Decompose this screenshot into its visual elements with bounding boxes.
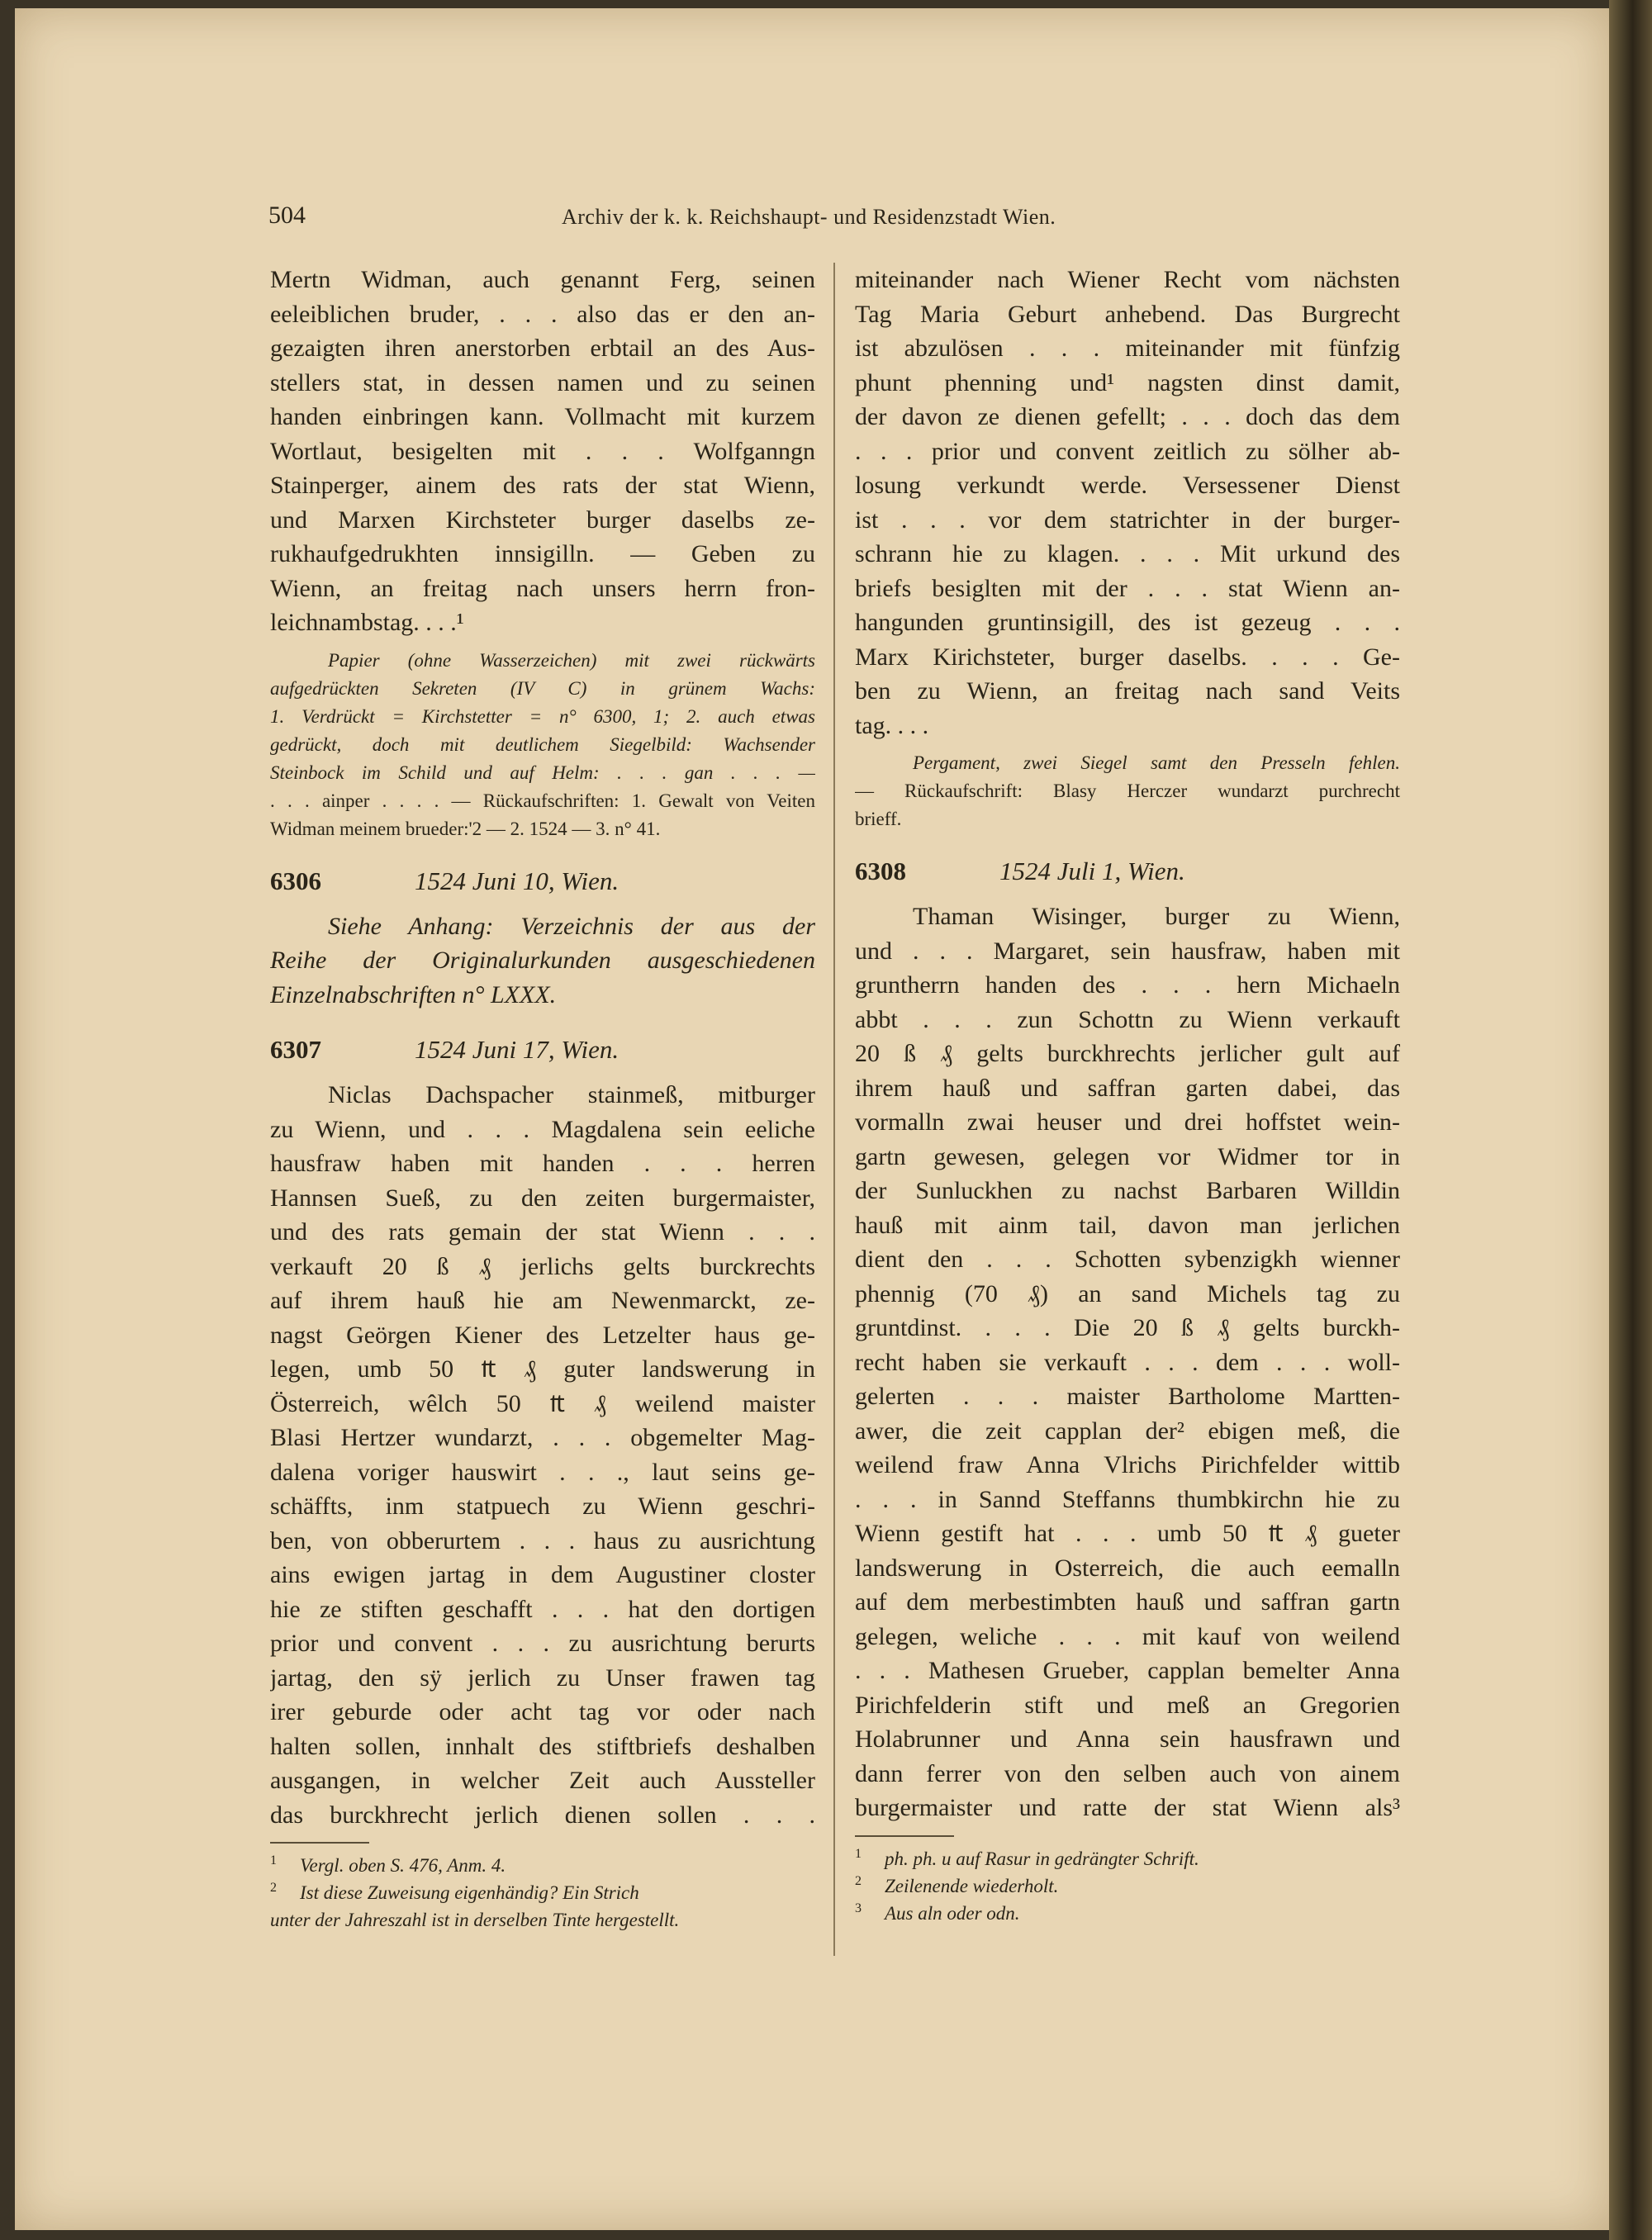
text-line: gruntherrn handen des . . . hern Michaeln [855,971,1400,999]
text-line: eeleiblichen bruder, . . . also das er den an- [270,300,815,328]
text-line: stellers stat, in dessen namen und zu seinen [270,368,815,396]
text-line: weilend fraw Anna Vlrichs Pirichfelder wittib [855,1451,1400,1478]
text-line: vormalln zwai heuser und drei hoffstet wein- [855,1108,1400,1136]
text-line: dann ferrer von den selben auch von ainem [855,1759,1400,1787]
column-divider [833,263,835,1956]
text-line: ist . . . vor dem statrichter in der burger- [855,505,1400,534]
archival-note [270,647,815,843]
text-line: Siehe Anhang: Verzeichnis der aus der [328,912,815,940]
text-line: Mertn Widman, auch genannt Ferg, seinen [270,266,815,293]
note-line: 1. Verdrückt = Kirchstetter = n° 6300, 1; 2. auch etwas [270,705,815,727]
text-line: leichnambstag. . . .¹ [270,609,464,636]
text-line: Tag Maria Geburt anhebend. Das Burgrecht [855,300,1400,328]
text-line: gruntdinst. . . . Die 20 ß ₰ gelts burckh- [855,1314,1400,1341]
text-line: . . . prior und convent zeitlich zu sölher ab- [855,437,1400,465]
note-line: — Rückaufschrift: Blasy Herczer wundarzt purchrecht [855,781,1400,801]
entry-heading-6308 [855,857,1400,891]
text-line: und . . . Margaret, sein hausfraw, haben mit [855,937,1400,965]
text-line: rukhaufgedrukhten innsigilln. — Geben zu [270,540,815,567]
text-line: gelegen, weliche . . . mit kauf von weilend [855,1622,1400,1650]
text-line: Pirichfelderin stift und meß an Gregorien [855,1691,1400,1719]
page-number: 504 [268,202,306,229]
text-line: briefs besiglten mit der . . . stat Wienn an- [855,574,1400,602]
text-line: Wienn gestift hat . . . umb 50 ₶ ₰ gueter [855,1520,1400,1547]
text-line: halten sollen, innhalt des stiftbriefs deshalben [270,1732,815,1760]
text-line: Einzelnabschriften n° LXXX. [270,980,557,1008]
text-line: ains ewigen jartag in dem Augustiner closter [270,1561,815,1588]
text-line: losung verkundt werde. Versessener Dienst [855,472,1400,499]
text-line: Holabrunner und Anna sein hausfrawn und [855,1725,1400,1753]
running-title: Archiv der k. k. Reichshaupt- und Residenzstadt Wien. [562,205,1056,229]
text-line: ben, von obberurtem . . . haus zu ausrichtung [270,1526,815,1554]
note-line: gedrückt, doch mit deutlichem Siegelbild: Wachsender [270,733,815,755]
entry-date: 1524 Juni 17, Wien. [415,1035,620,1064]
text-line: der Sunluckhen zu nachst Barbaren Willdin [855,1177,1400,1204]
text-line: phennig (70 ₰) an sand Michels tag zu [855,1279,1400,1307]
text-line: schrann hie zu klagen. . . . Mit urkund des [855,540,1400,567]
footnote-rule [855,1835,954,1837]
footnote: 2 Ist diese Zuweisung eigenhändig? Ein Strich [270,1881,639,1903]
text-line: prior und convent . . . zu ausrichtung berurts [270,1630,815,1657]
note-line: Steinbock im Schild und auf Helm: . . . gan . . . — [270,762,815,783]
entry-date: 1524 Juli 1, Wien. [999,857,1185,885]
text-line: phunt phenning und¹ nagsten dinst damit, [855,368,1400,396]
text-line: Wortlaut, besigelten mit . . . Wolfganngn [270,437,815,465]
text-line: und des rats gemain der stat Wienn . . . [270,1218,815,1246]
entry-body-6308 [855,899,1400,1825]
left-column [270,263,815,1934]
text-line: Niclas Dachspacher stainmeß, mitburger [328,1081,815,1108]
text-line: verkauft 20 ß ₰ jerlichs gelts burckrechts [270,1252,815,1280]
text-line: . . . Mathesen Grueber, capplan bemelter Anna [855,1657,1400,1684]
entry-date: 1524 Juni 10, Wien. [415,866,620,895]
text-line: 20 ß ₰ gelts burckhrechts jerlicher gult auf [855,1040,1400,1067]
text-line: miteinander nach Wiener Recht vom nächsten [855,266,1400,293]
entry-number: 6306 [270,866,321,895]
text-line: recht haben sie verkauft . . . dem . . . woll- [855,1348,1400,1376]
footnotes [855,1845,1400,1927]
text-line: hangunden gruntinsigill, des ist gezeug . . . [855,609,1400,636]
note-line: . . . ainper . . . . — Rückaufschriften: 1. Gewalt von Veiten [270,790,815,811]
text-line: dient den . . . Schotten sybenzigkh wienner [855,1246,1400,1273]
right-column [855,263,1400,1927]
text-line: Stainperger, ainem des rats der stat Wienn, [270,472,815,499]
continuation-text [855,263,1400,743]
entry-body-6307 [270,1078,815,1832]
text-line: tag. . . . [855,711,929,739]
text-line: handen einbringen kann. Vollmacht mit kurzem [270,403,815,430]
text-line: awer, die zeit capplan der² ebigen meß, die [855,1417,1400,1445]
text-line: ihrem hauß und saffran garten dabei, das [855,1074,1400,1102]
text-line: ausgangen, in welcher Zeit auch Aussteller [270,1767,815,1794]
note-line: brieff. [855,809,902,829]
archival-note [855,749,1400,833]
text-line: gartn gewesen, gelegen vor Widmer tor in [855,1142,1400,1170]
text-line: auf dem merbestimbten hauß und saffran gartn [855,1588,1400,1616]
entry-number: 6307 [270,1035,321,1064]
text-line: burgermaister und ratte der stat Wienn als³ [855,1794,1400,1821]
text-line: auf ihrem hauß hie am Newenmarckt, ze- [270,1287,815,1314]
text-line: Blasi Hertzer wundarzt, . . . obgemelter Mag- [270,1424,815,1451]
footnote: 3 Aus aln oder odn. [855,1901,1020,1924]
text-line: dalena voriger hauswirt . . ., laut seins ge- [270,1458,815,1486]
note-line: Papier (ohne Wasserzeichen) mit zwei rückwärts [328,649,815,671]
text-line: Österreich, wêlch 50 ₶ ₰ weilend maister [270,1389,815,1417]
text-line: Marx Kirichsteter, burger daselbs. . . . Ge- [855,643,1400,671]
text-line: Hannsen Sueß, zu den zeiten burgermaister, [270,1184,815,1212]
book-spine [1609,0,1652,2240]
text-line: jartag, den sÿ jerlich zu Unser frawen tag [270,1663,815,1692]
text-line: und Marxen Kirchsteter burger daselbs ze- [270,505,815,534]
text-line: zu Wienn, und . . . Magdalena sein eeliche [270,1115,815,1143]
text-line: schäffts, inm statpuech zu Wienn geschri- [270,1493,815,1520]
text-line: gelerten . . . maister Bartholome Martten- [855,1383,1400,1410]
note-line: aufgedrückten Sekreten (IV C) in grünem Wachs: [270,677,815,699]
note-line: Pergament, zwei Siegel samt den Presseln fehlen. [913,752,1400,773]
text-line: hauß mit ainm tail, davon man jerlichen [855,1211,1400,1239]
text-line: das burckhrecht jerlich dienen sollen . . . [270,1801,815,1829]
entry-number: 6308 [855,857,906,885]
text-line: landswerung in Osterreich, die auch eemalln [855,1554,1400,1582]
text-line: nagst Geörgen Kiener des Letzelter haus ge- [270,1321,815,1349]
footnote: 1 Vergl. oben S. 476, Anm. 4. [270,1853,506,1876]
text-line: ist abzulösen . . . miteinander mit fünfzig [855,335,1400,362]
text-line: abbt . . . zun Schottn zu Wienn verkauft [855,1005,1400,1033]
text-line: Wienn, an freitag nach unsers herrn fron- [270,574,815,602]
text-line: Reihe der Originalurkunden ausgeschiedenen [270,947,815,974]
footnote-rule [270,1842,369,1844]
entry-heading-6306 [270,866,815,901]
text-line: hausfraw haben mit handen . . . herren [270,1150,815,1177]
footnote: 1 ph. ph. u auf Rasur in gedrängter Schrift. [855,1846,1199,1869]
note-line: Widman meinem brueder:'2 — 2. 1524 — 3. n° 41. [270,818,661,839]
text-line: legen, umb 50 ₶ ₰ guter landswerung in [270,1355,815,1383]
text-line: gezaigten ihren anerstorben erbtail an des Aus- [270,335,815,362]
continuation-text [270,263,815,640]
footnotes [270,1852,815,1934]
text-line: irer geburde oder acht tag vor oder nach [270,1698,815,1725]
text-line: ben zu Wienn, an freitag nach sand Veits [855,677,1400,705]
footnote: 2 Zeilenende wiederholt. [855,1873,1059,1896]
entry-body-6306 [270,909,815,1013]
page-header [268,202,1421,238]
text-line: hie ze stiften geschafft . . . hat den dortigen [270,1595,815,1623]
text-line: . . . in Sannd Steffanns thumbkirchn hie zu [855,1485,1400,1513]
text-line: Thaman Wisinger, burger zu Wienn, [913,903,1400,930]
text-line: der davon ze dienen gefellt; . . . doch das dem [855,403,1400,430]
entry-heading-6307 [270,1035,815,1070]
footnote: unter der Jahreszahl ist in derselben Tinte hergestellt. [270,1910,680,1930]
